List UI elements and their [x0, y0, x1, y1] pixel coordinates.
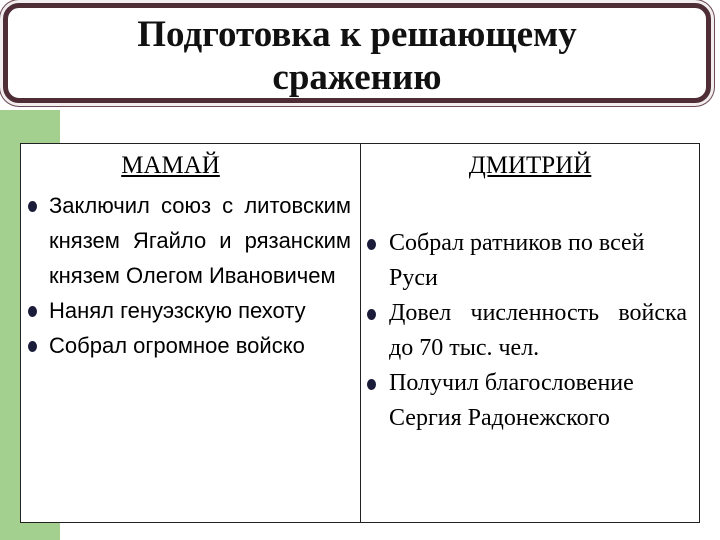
bullet-icon — [28, 341, 37, 352]
list-item-text: Собрал ратников по всей Руси — [389, 230, 645, 291]
list-item-text: Нанял генуэзскую пехоту — [49, 298, 306, 323]
list-item-text: Заключил союз с литовским князем Ягайло и рязанским князем Олегом Ивановичем — [49, 193, 351, 288]
list-item — [361, 296, 687, 366]
column-mamai — [21, 144, 361, 522]
column-header-mamai: МАМАЙ — [121, 152, 220, 179]
list-item-text: Собрал огромное войско — [49, 333, 305, 358]
slide-title-line-1: Подготовка к решающему — [137, 14, 577, 55]
mamai-list — [21, 188, 351, 363]
list-item — [21, 188, 351, 293]
slide-title-box — [3, 3, 711, 103]
list-item-text: Довел численность войска до 70 тыс. чел. — [389, 300, 687, 361]
list-item-text: Получил благословение Сергия Радонежского — [389, 370, 634, 431]
list-item — [21, 328, 351, 363]
bullet-icon — [367, 309, 376, 320]
comparison-table — [20, 143, 700, 523]
column-dmitry — [361, 144, 699, 522]
list-item — [21, 293, 351, 328]
slide-title-line-2: сражению — [272, 57, 442, 98]
bullet-icon — [367, 239, 376, 250]
list-item — [361, 366, 687, 436]
list-item — [361, 226, 687, 296]
bullet-icon — [367, 379, 376, 390]
dmitry-list — [361, 226, 687, 436]
column-header-dmitry: ДМИТРИЙ — [468, 152, 592, 179]
bullet-icon — [28, 201, 37, 212]
bullet-icon — [28, 306, 37, 317]
